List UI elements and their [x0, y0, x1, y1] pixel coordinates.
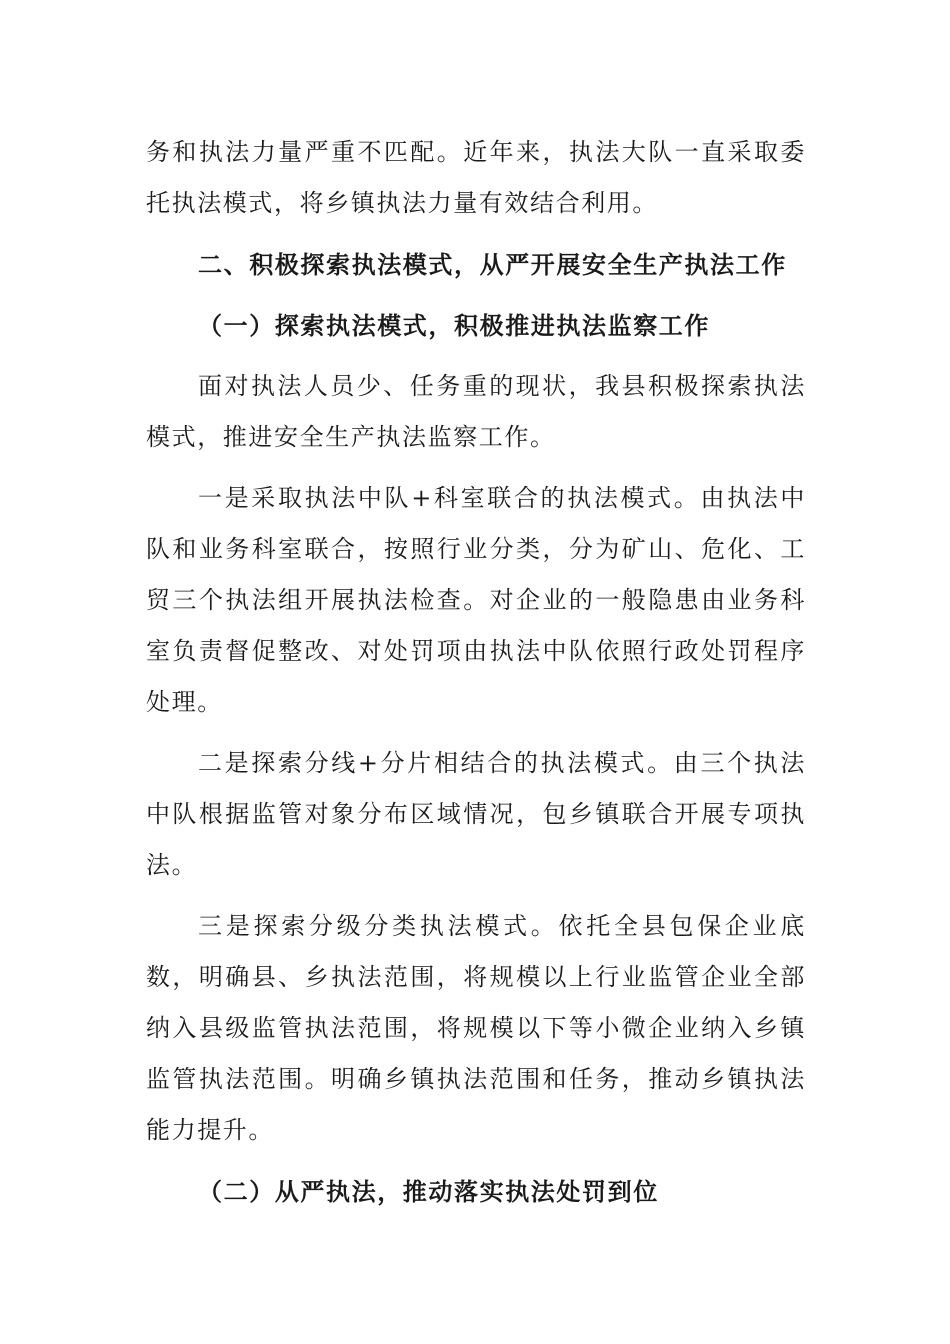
subsection-heading-1: （一）探索执法模式，积极推进执法监察工作	[198, 311, 710, 340]
paragraph-intro: 面对执法人员少、任务重的现状，我县积极探索执法模式，推进安全生产执法监察工作。	[146, 372, 806, 451]
section-heading-2: 二、积极探索执法模式，从严开展安全生产执法工作	[198, 250, 787, 279]
paragraph-mode-3: 三是探索分级分类执法模式。依托全县包保企业底数，明确县、乡执法范围，将规模以上行业监管企业全部纳入县级监管执法范围，将规模以下等小微企业纳入乡镇监管执法范围。明确乡镇执法范围和任务，推动乡镇执法能力提升。	[146, 912, 806, 1144]
paragraph-mode-2: 二是探索分线+分片相结合的执法模式。由三个执法中队根据监管对象分布区域情况，包乡镇联合开展专项执法。	[146, 749, 806, 879]
document-body	[146, 127, 806, 1217]
paragraph-continuation: 务和执法力量严重不匹配。近年来，执法大队一直采取委托执法模式，将乡镇执法力量有效结合利用。	[146, 138, 806, 217]
paragraph-mode-1: 一是采取执法中队+科室联合的执法模式。由执法中队和业务科室联合，按照行业分类，分为矿山、危化、工贸三个执法组开展执法检查。对企业的一般隐患由业务科室负责督促整改、对处罚项由执法中队依照行政处罚程序处理。	[146, 484, 806, 716]
subsection-heading-2: （二）从严执法，推动落实执法处罚到位	[198, 1177, 659, 1206]
